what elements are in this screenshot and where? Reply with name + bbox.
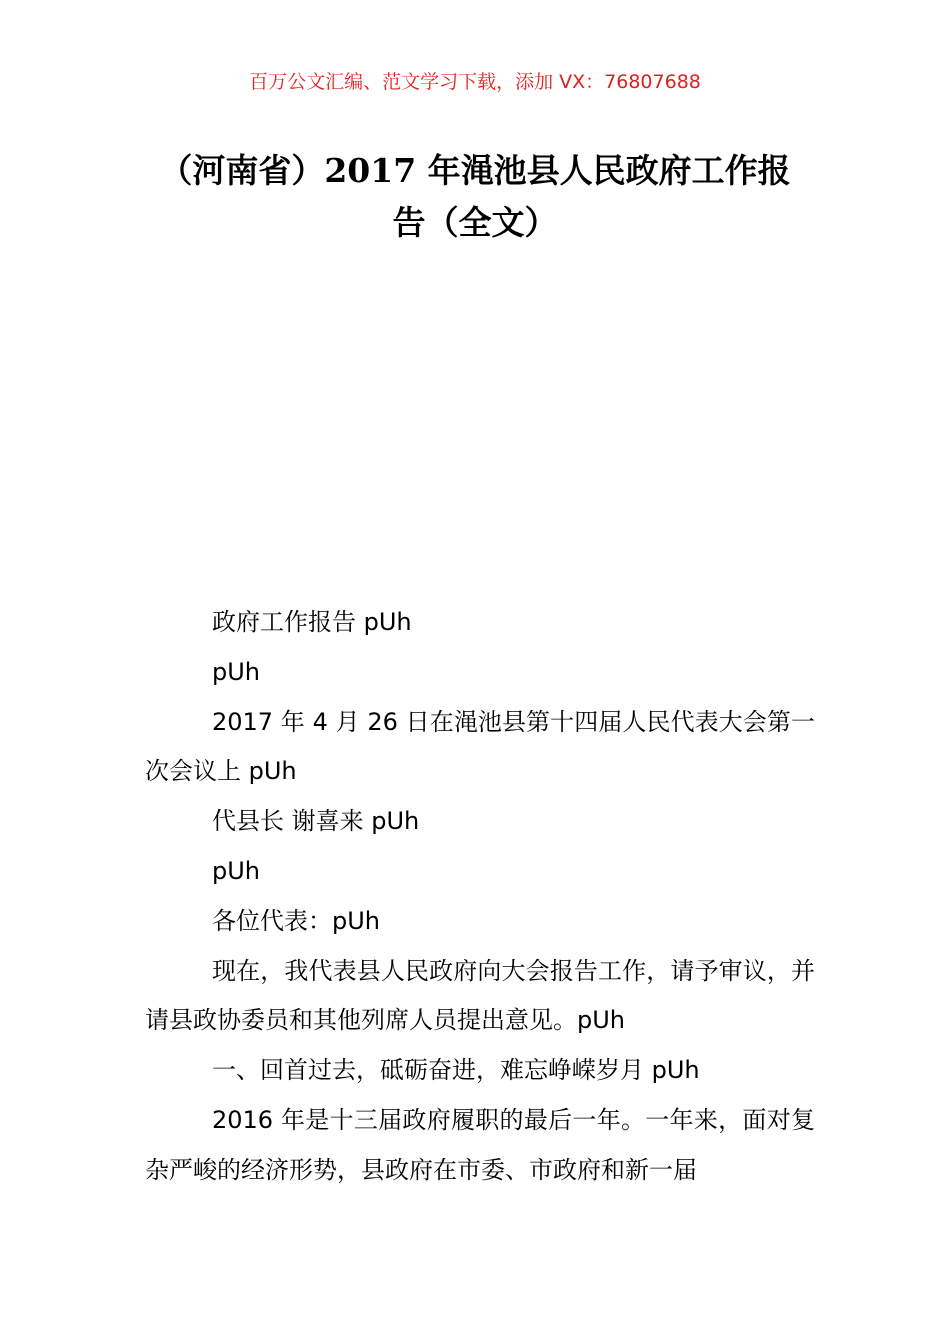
title-line-2: 告（全文） (392, 203, 558, 242)
document-title (130, 145, 820, 249)
paragraph-report-label: 政府工作报告 pUh (212, 608, 412, 636)
paragraph-section-heading: 一、回首过去，砥砺奋进，难忘峥嵘岁月 pUh (212, 1056, 700, 1085)
paragraph-review: 2016 年是十三届政府履职的最后一年。一年来，面对复杂严峻的经济形势，县政府在市委、市政府和新一届 (145, 1105, 815, 1184)
header-note-text: 百万公文汇编、范文学习下载，添加 VX：76807688 (249, 71, 701, 93)
document-body (145, 598, 815, 1196)
paragraph-speaker: 代县长 谢喜来 pUh (212, 807, 420, 836)
paragraph-meeting-info: 2017 年 4 月 26 日在渑池县第十四届人民代表大会第一次会议上 pUh (145, 707, 815, 786)
paragraph-salutation: 各位代表：pUh (212, 906, 381, 935)
paragraph-marker: pUh (212, 657, 261, 686)
paragraph-marker: pUh (212, 856, 261, 885)
header-watermark-note (0, 68, 950, 96)
paragraph-opening: 现在，我代表县人民政府向大会报告工作，请予审议，并请县政协委员和其他列席人员提出意见。pUh (145, 956, 815, 1035)
title-line-1: （河南省）2017 年渑池县人民政府工作报 (159, 151, 791, 190)
